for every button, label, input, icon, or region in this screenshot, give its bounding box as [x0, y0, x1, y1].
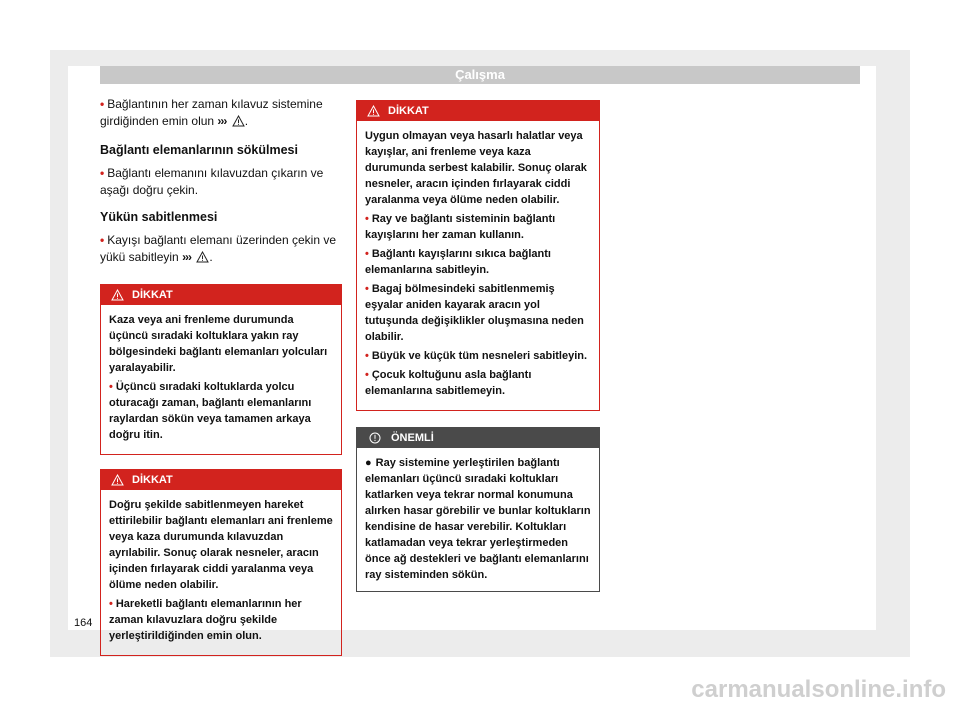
warning-triangle-icon — [232, 115, 245, 132]
bullet-icon: • — [109, 598, 113, 610]
warning-box-2 — [100, 469, 342, 656]
warning-box-3 — [356, 100, 600, 411]
warning-item: • Bağlantı kayışlarını sıkıca bağlantı elemanlarına sabitleyin. — [365, 248, 551, 276]
section-header: Çalışma — [100, 66, 860, 84]
bullet-icon: • — [100, 233, 105, 247]
bullet-icon: • — [365, 213, 369, 225]
bullet-icon: • — [100, 97, 105, 111]
notice-body: ● Ray sistemine yerleştirilen bağlantı elemanları üçüncü sıradaki koltukları katlarken veya tekrar normal konumuna alırken hasar görebilir ve bunlar koltukların kendisine de hasar verebilir. Koltukları katlamadan veya tekrar yerleştirmeden önce ağ destekleri ve bağlantı elemanlarını ray sisteminden sökün. — [365, 457, 591, 581]
page-number: 164 — [74, 617, 93, 629]
warning-item: • Hareketli bağlantı elemanlarının her zaman kılavuzlara doğru şekilde yerleştirildiğinden emin olun. — [109, 598, 302, 642]
warning-box-1 — [100, 284, 342, 455]
warning-item: • Çocuk koltuğunu asla bağlantı elemanlarına sabitlemeyin. — [365, 369, 532, 397]
warning-header: DİKKAT — [101, 285, 341, 305]
bullet-icon: • — [365, 369, 369, 381]
warning-header: DİKKAT — [101, 470, 341, 490]
left-column — [100, 96, 342, 670]
warning-body: Doğru şekilde sabitlenmeyen hareket ettirilebilir bağlantı elemanları ani frenleme veya kaza durumunda kılavuzdan ayrılabilir. Sonuç olarak nesneler, aracın içinden fırlayarak ciddi yaralanma veya ölüme neden olabilir. • Hareketli bağlantı elemanlarının her zaman kılavuzlara doğru şekilde yerleştirildiğinden emin olun. — [109, 499, 333, 642]
warning-body: Uygun olmayan veya hasarlı halatlar veya kayışlar, ani frenleme veya kaza durumunda serbest kalabilir. Sonuç olarak nesneler, aracın içinden fırlayarak ciddi yaralanma veya ölüme neden olabilir. • Ray ve bağlantı sisteminin bağlantı kayışlarını her zaman kullanın. • Bağlantı kayışlarını sıkıca bağlantı elemanlarına sabitleyin. • Bagaj bölmesindeki sabitlenmemiş eşyalar aniden kayarak aracın yol tutuşunda değişiklikler oluşmasına neden olabilir. • Büyük ve küçük tüm nesneleri sabitleyin. • Çocuk koltuğunu asla bağlantı elemanlarına sabitlemeyin. — [357, 121, 599, 410]
notice-box — [356, 427, 600, 592]
warning-body: Kaza veya ani frenleme durumunda üçüncü sıradaki koltuklara yakın ray bölgesindeki bağlantı elemanları yolcuları yaralayabilir. • Üçüncü sıradaki koltuklarda yolcu oturacağı zaman, bağlantı elemanlarını raylardan sökün veya tamamen arkaya doğru itin. — [101, 305, 341, 454]
paragraph-3: • Kayışı bağlantı elemanı üzerinden çekin ve yükü sabitleyin ››› . — [100, 232, 342, 268]
reference-arrows[interactable]: ››› — [182, 250, 192, 264]
warning-item: • Üçüncü sıradaki koltuklarda yolcu oturacağı zaman, bağlantı elemanlarını raylardan sökün veya tamamen arkaya doğru itin. — [109, 381, 312, 441]
warning-triangle-icon — [111, 474, 124, 486]
bullet-icon: ● — [365, 457, 372, 469]
bullet-icon: • — [365, 283, 369, 295]
bullet-icon: • — [100, 166, 105, 180]
notice-header: ÖNEMLİ — [357, 428, 599, 448]
warning-item: • Büyük ve küçük tüm nesneleri sabitleyin. — [365, 350, 588, 362]
bullet-icon: • — [109, 381, 113, 393]
heading-securing-load: Yükün sabitlenmesi — [100, 210, 218, 224]
warning-header: DİKKAT — [357, 101, 599, 121]
bullet-icon: • — [365, 248, 369, 260]
warning-item: • Ray ve bağlantı sisteminin bağlantı kayışlarını her zaman kullanın. — [365, 213, 556, 241]
warning-triangle-icon — [196, 251, 209, 268]
warning-triangle-icon — [367, 105, 380, 117]
warning-triangle-icon — [111, 289, 124, 301]
watermark: carmanualsonline.info — [691, 676, 946, 703]
info-circle-icon — [369, 432, 381, 444]
bullet-icon: • — [365, 350, 369, 362]
middle-column — [356, 100, 600, 592]
paragraph-2: • Bağlantı elemanını kılavuzdan çıkarın ve aşağı doğru çekin. — [100, 166, 324, 197]
heading-removal: Bağlantı elemanlarının sökülmesi — [100, 143, 298, 157]
warning-item: • Bagaj bölmesindeki sabitlenmemiş eşyalar aniden kayarak aracın yol tutuşunda değişiklikler oluşmasına neden olabilir. — [365, 283, 584, 343]
reference-arrows[interactable]: ››› — [217, 114, 227, 128]
paragraph-1: • Bağlantının her zaman kılavuz sistemine girdiğinden emin olun ››› . — [100, 96, 342, 132]
